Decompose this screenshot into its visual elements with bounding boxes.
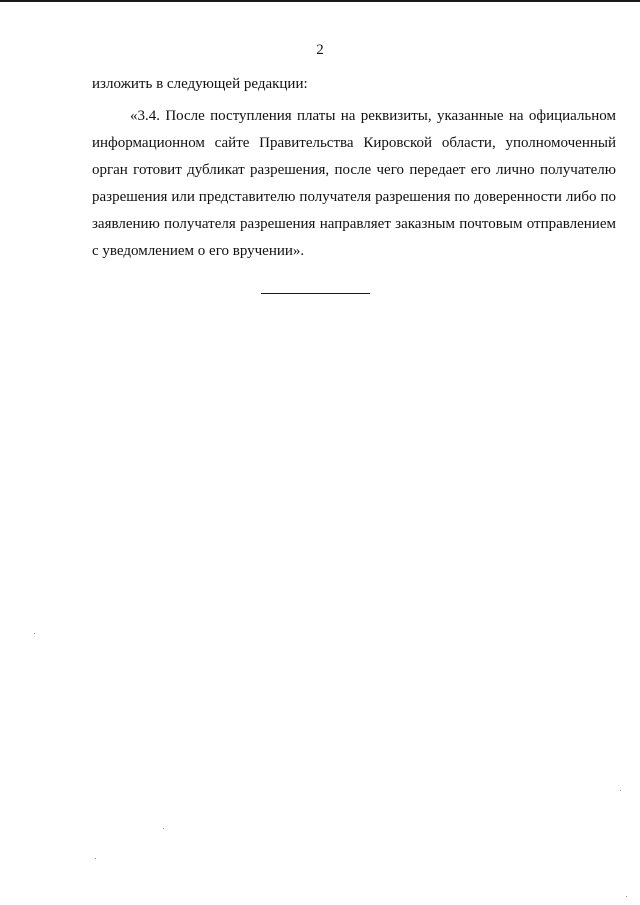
scan-speck (620, 790, 621, 791)
scan-speck (34, 633, 35, 634)
scan-speck (95, 858, 96, 859)
closing-separator-line (261, 293, 370, 294)
page-number: 2 (316, 42, 324, 58)
scan-speck (163, 828, 164, 829)
top-border-line (0, 0, 640, 2)
scan-speck (626, 896, 627, 897)
body-paragraph: «3.4. После поступления платы на реквизиты, указанные на официальном информационном сайте Правительства Кировской области, уполномоченный орган готовит дубликат разрешения, после чего передает его лично получателю разрешения или представителю получателя разрешения по доверенности либо по заявлению получателя разрешения направляет заказным почтовым отправлением с уведомлением о его вручении». (92, 108, 616, 259)
intro-line: изложить в следующей редакции: (92, 76, 308, 92)
